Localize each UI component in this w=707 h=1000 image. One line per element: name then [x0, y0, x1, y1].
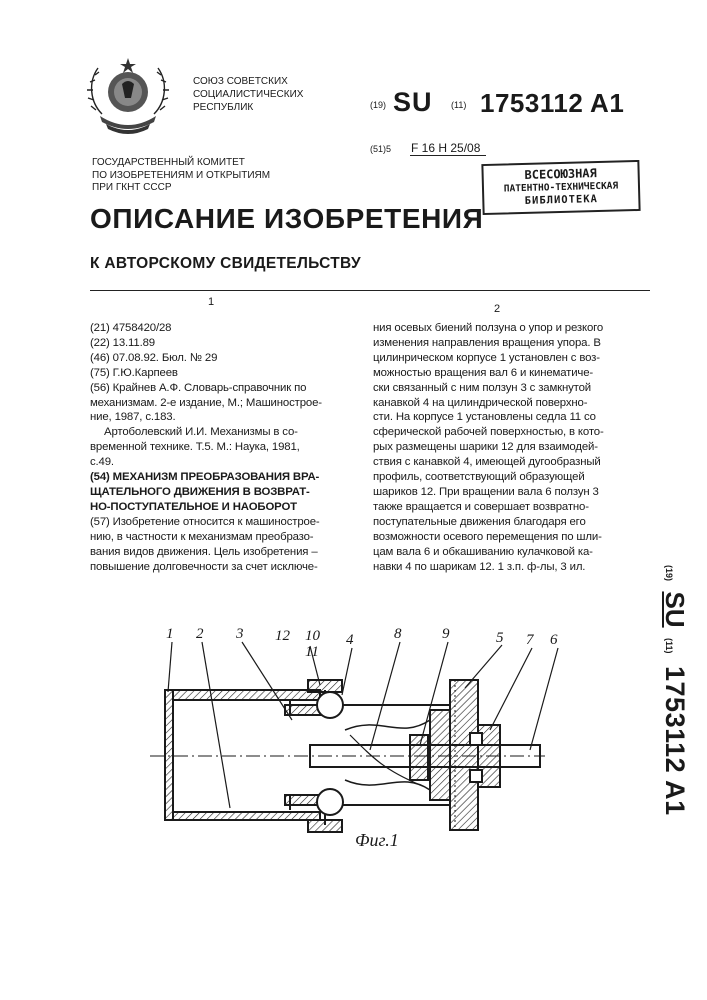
application-number: (21) 4758420/28 — [90, 322, 172, 334]
org-name: СОЮЗ СОВЕТСКИХ — [193, 76, 288, 87]
code-11: (11) — [451, 100, 467, 110]
ipc-class: F 16 H 25/08 — [411, 141, 481, 155]
figure-caption: Фиг.1 — [355, 830, 399, 850]
ussr-emblem — [82, 52, 174, 144]
abstract: (57) Изобретение относится к машинострое- — [90, 515, 320, 528]
label-5: 5 — [496, 630, 504, 646]
country-code: SU — [393, 87, 433, 117]
label-10: 10 — [305, 628, 320, 644]
publication: (46) 07.08.92. Бюл. № 29 — [90, 351, 218, 364]
label-2: 2 — [196, 626, 204, 642]
mechanism-drawing — [130, 620, 560, 870]
ball-top — [317, 692, 343, 718]
document-subtitle: К АВТОРСКОМУ СВИДЕТЕЛЬСТВУ — [90, 255, 361, 272]
abstract-continued: ния осевых биений ползуна о упор и резкого изменения направления вращения упора. В цилинрическом корпусе 1 установлен с воз- можностью вращения вал 6 и кинематиче- ски связанный с ним ползун 3 с замкнутой канавкой 4 на цилиндрической поверхно- сти. На корпусе 1 установлены седла 11 со сферической рабочей поверхностью, в кото- рых размещены шарики 12 для взаимодей- ствия с канавкой 4, имеющей дугообразный профиль, соответствующий образующей шариков 12. При вращении вала 6 ползун 3 также вращается и совершает возвратно- поступательные движения благодаря его возможности осевого перемещения по шли- цам вала 6 и обкашиванию кулачковой ка- навки 4 по шарикам 12. 1 з.п. ф-лы, 3 ил. — [373, 322, 604, 573]
ipc-underline — [410, 155, 486, 156]
ball-bottom — [317, 789, 343, 815]
label-6: 6 — [550, 632, 558, 648]
label-12: 12 — [275, 628, 290, 644]
label-7: 7 — [526, 632, 534, 648]
filing-date: (22) 13.11.89 — [90, 336, 155, 349]
column-number-2: 2 — [494, 303, 501, 315]
library-stamp: ВСЕСОЮЗНАЯ ПАТЕНТНО-ТЕХНИЧЕСКАЯ БИБЛИОТЕКА — [481, 160, 640, 215]
patent-number: 1753112 A1 — [480, 88, 625, 118]
label-9: 9 — [442, 626, 450, 642]
label-1: 1 — [166, 626, 174, 642]
column-number-1: 1 — [208, 296, 215, 308]
document-title: ОПИСАНИЕ ИЗОБРЕТЕНИЯ — [90, 203, 484, 234]
label-3: 3 — [236, 626, 244, 642]
bibliographic-data: (21) 4758420/28 (22) 13.11.89 (46) 07.08.92. Бюл. № 29 (75) Г.Ю.Карпеев (56) Крайнев А.Ф. Словарь-справочник по механизмам. 2-е издание, М.; Машинострое- ние, 1987, с.183. Артоболевский И.И. Механизмы в со- временной технике. Т.5. М.: Наука, 1981, с.49. (54) МЕХАНИЗМ ПРЕОБРАЗОВАНИЯ ВРА- ЩАТЕЛЬНОГО ДВИЖЕНИЯ В ВОЗВРАТ- НО-ПОСТУПАТЕЛЬНОЕ И НАОБОРОТ (57) Изобретение относится к машинострое- нию, в частности к механизмам преобразо- вания видов движения. Цель изобретения – повышение долговечности за счет исключе- — [90, 321, 370, 574]
side-patent-number: (19) SU (11) 1753112 A1 — [660, 565, 690, 816]
header-rule — [90, 290, 650, 291]
references: (56) Крайнев А.Ф. Словарь-справочник по — [90, 381, 307, 394]
label-11: 11 — [305, 644, 319, 660]
code-19: (19) — [370, 100, 387, 110]
author: (75) Г.Ю.Карпеев — [90, 366, 178, 379]
label-8: 8 — [394, 626, 402, 642]
code-51: (51)5 — [370, 144, 392, 154]
label-4: 4 — [346, 632, 354, 648]
committee-name: ГОСУДАРСТВЕННЫЙ КОМИТЕТ — [92, 157, 245, 168]
invention-title: (54) МЕХАНИЗМ ПРЕОБРАЗОВАНИЯ ВРА- — [90, 471, 320, 484]
